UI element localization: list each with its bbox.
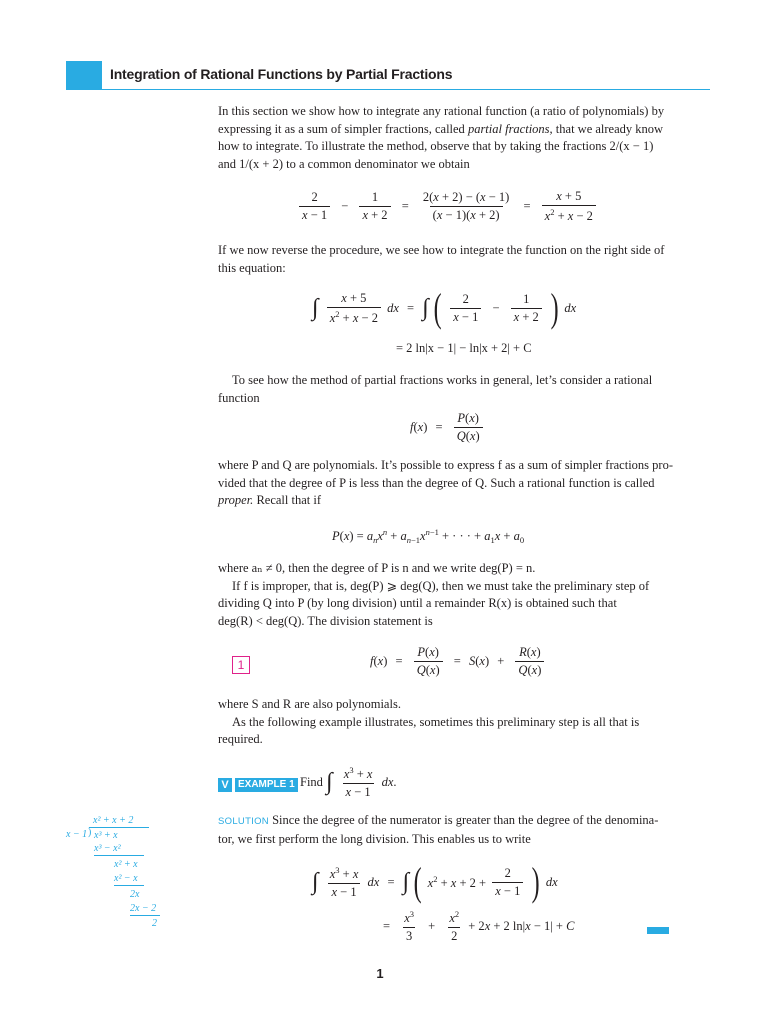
long-division-row-4: 2x (130, 889, 140, 900)
where-sr-line-3: required. (218, 732, 263, 746)
equation-solution-integral: ∫ $\frac{x^3 + x}{x - 1}$ dx = ∫ ( $x^2 + x + 2$ + $\frac{2}{x - 1}$ ) dx (312, 859, 558, 904)
general-paragraph (218, 372, 670, 407)
header-accent-block (66, 61, 102, 89)
general-line-2: function (218, 390, 260, 405)
section-title: Integration of Rational Functions by Partial Fractions (110, 66, 453, 82)
solution-paragraph (218, 812, 670, 848)
solution-label: SOLUTION (218, 816, 269, 827)
long-division-row-2: x² + x (114, 859, 138, 870)
equation-integral-result: = 2 ln|x − 1| − ln|x + 2| + C (396, 341, 532, 355)
equation-division-statement: f(x) = $\frac{P(x)}{Q(x)}$ = S(x) + $\frac{R(x)}{Q(x)}$ (370, 646, 547, 676)
long-division-row-5: 2x − 2 (130, 903, 157, 914)
where-sr-paragraph (218, 696, 670, 749)
long-division-dividend: x³ + x (94, 830, 118, 841)
where-sr-line-2: As the following example illustrates, sometimes this preliminary step is all that is (232, 714, 640, 729)
long-division-row-3: x² − x (114, 873, 138, 884)
after-poly-line-1: where aₙ ≠ 0, then the degree of P is n and we write deg(P) = n. (218, 561, 536, 575)
margin-marker-bar (647, 927, 669, 934)
intro-line-4: and 1/(x + 2) to a common denominator we obtain (218, 156, 470, 171)
where-pq-line-1: where P and Q are polynomials. It’s possible to express f as a sum of simpler fractions pro- (218, 458, 673, 472)
example-v-badge: V (218, 778, 232, 792)
example-label: EXAMPLE 1 (235, 778, 298, 792)
general-line-1: To see how the method of partial fractions works in general, let’s consider a rational (232, 373, 653, 387)
equation-number-box: 1 (232, 656, 250, 674)
reverse-line-1: If we now reverse the procedure, we see how to integrate the function on the right side of (218, 243, 665, 257)
long-division-row-1: x³ − x² (94, 843, 121, 854)
where-pq-paragraph (218, 457, 673, 510)
intro-paragraph (218, 103, 670, 173)
where-pq-line-3: proper. Recall that if (218, 493, 321, 507)
intro-line-3: how to integrate. To illustrate the method, observe that by taking the fractions 2/(x − 1) (218, 139, 654, 153)
after-polynomial-paragraph (218, 560, 670, 630)
equation-integral-split: ∫ $\frac{x + 5}{x^2 + x - 2}$ dx = ∫ ( $\frac{2}{x - 1}$ − $\frac{1}{x + 2}$ ) dx (312, 285, 577, 330)
solution-line-1: SOLUTION Since the degree of the numerator is greater than the degree of the denomina- (218, 813, 659, 827)
long-division-remainder: 2 (152, 918, 157, 929)
intro-line-2: expressing it as a sum of simpler fractions, called partial fractions, that we already know (218, 121, 664, 136)
equation-solution-result: = $\frac{x^3}{3}$ + $\frac{x^2}{2}$ + 2x + 2 ln|x − 1| + C (383, 909, 575, 943)
equation-f-definition: f(x) = $\frac{P(x)}{Q(x)}$ (410, 412, 486, 442)
reverse-paragraph (218, 242, 670, 277)
reverse-line-2: this equation: (218, 260, 286, 275)
where-pq-line-2: vided that the degree of P is less than the degree of Q. Such a rational function is called (218, 475, 655, 490)
example-find-text: Find (300, 774, 323, 789)
after-poly-line-3: dividing Q into P (by long division) until a remainder R(x) is obtained such that (218, 596, 617, 610)
equation-combine-fractions: $\frac{2}{x - 1}$ − $\frac{1}{x + 2}$ = $\frac{2(x + 2) - (x - 1)}{(x - 1)(x + 2)}$ = $\frac{x + 5}{x^2 + x - 2}$ (296, 190, 599, 222)
after-poly-line-4: deg(R) < deg(Q). The division statement is (218, 613, 433, 628)
solution-line-2: tor, we first perform the long division. This enables us to write (218, 831, 531, 846)
long-division-quotient: x² + x + 2 (93, 815, 134, 826)
equation-polynomial: $P(x) = a_nx^n + a_{n-1}x^{n-1}$ + · · · + $a_1x + a_0$ (332, 527, 525, 545)
header-rule (66, 89, 710, 90)
intro-line-1: In this section we show how to integrate any rational function (a ratio of polynomials) by (218, 104, 665, 118)
long-division-divisor: x − 1 (66, 829, 88, 840)
after-poly-line-2: If f is improper, that is, deg(P) ⩾ deg(Q), then we must take the preliminary step of (232, 578, 650, 593)
where-sr-line-1: where S and R are also polynomials. (218, 697, 401, 711)
page-number: 1 (376, 966, 384, 981)
example-problem: Find ∫ $\frac{x^3 + x}{x - 1}$ dx. (300, 765, 397, 799)
